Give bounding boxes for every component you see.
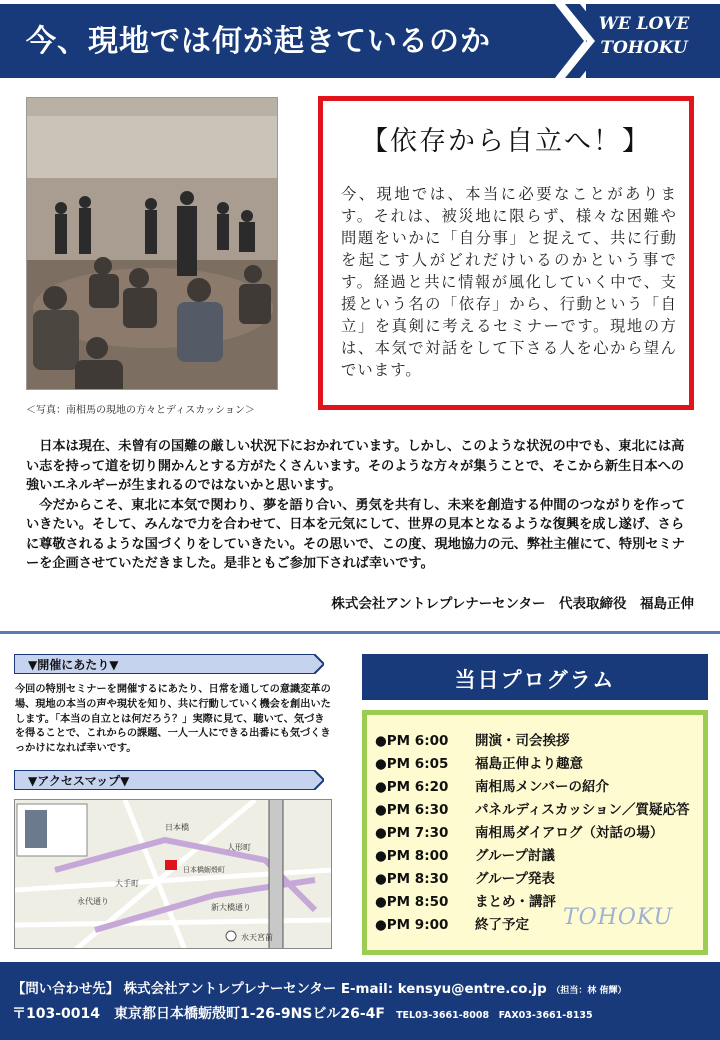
access-label: ▼アクセスマップ▼ [28,774,130,788]
contact-company: 株式会社アントレプレナーセンター [123,982,337,997]
program-label: まとめ・講評 [475,894,556,910]
program-label: 終了予定 [475,917,529,933]
program-label: 南相馬メンバーの紹介 [475,779,610,795]
photo-caption: ＜写真：南相馬の現地の方々とディスカッション＞ [26,405,255,416]
map-label-kakigaracho: 日本橋蛎殻町 [183,866,225,874]
we-love-tohoku-logo [596,12,692,60]
message-title: 【依存から自立へ！】 [361,126,651,157]
intro-paragraph-2: 今だからこそ、東北に本気で関わり、夢を語り合い、勇気を共有し、未来を創造する仲間のつながりを作っていきたい。そして、みんなで力を合わせて、日本を元気にして、世界の見本となるような復興を成し遂げ、さらに尊敬されるような国づくりをしていきたい。その思いで、この度、現地協力の元、弊社主催にて、特別セミナーを企画させていただきました。是非ともご参加下されば幸いです。 [26,497,686,571]
badge-line-2: TOHOKU [600,38,688,58]
header-banner [0,0,720,82]
program-time: ●PM 9:00 [375,917,449,933]
program-time: ●PM 6:20 [375,779,449,795]
opening-text: 今回の特別セミナーを開催するにあたり、日常を通しての意識変革の場、現地の本当の声や現状を知り、共に行動していく機会を創出いたします。「本当の自立とは何だろう？」実際に見て、聴いて、気づきを得ることで、これからの課題、一人一人にできる出番にも気づくきっかけになれば幸いです。 [15,684,331,755]
program-item [375,798,690,821]
contact-footer [0,962,720,1040]
program-time: ●PM 8:00 [375,848,449,864]
contact-label: 【問い合わせ先】 [12,982,120,997]
program-label: グループ発表 [475,871,555,887]
program-label: パネルディスカッション／質疑応答 [475,802,690,818]
section-divider [0,631,720,634]
program-label: 福島正伸より趣意 [475,756,583,772]
program-item [375,821,690,844]
opening-label: ▼開催にあたり▼ [28,658,119,672]
program-item [375,752,690,775]
program-box [362,710,708,955]
map-label-nihonbashi: 日本橋 [165,823,189,832]
program-label: 開演・司会挨拶 [475,733,570,749]
contact-person: （担当：林 侑輝） [551,986,627,996]
program-time: ●PM 7:30 [375,825,449,841]
tohoku-watermark: TOHOKU [563,905,674,930]
program-time: ●PM 6:05 [375,756,449,772]
program-title: 当日プログラム [454,668,616,692]
message-body: 今、現地では、本当に必要なことがあります。それは、被災地に限らず、様々な困難や問題をいかに「自分事」と捉えて、共に行動を起こす人がどれだけいるのかという事です。経過と共に情報が風化していく中で、支援という名の「依存」から、行動という「自立」を真剣に考えるセミナーです。現地の方は、本気で対話をして下さる人を心から望んでいます。 [341,185,677,379]
badge-line-1: WE LOVE [598,14,690,34]
program-item [375,867,690,890]
map-label-ningyocho: 人形町 [227,843,251,852]
address-line [12,1003,593,1023]
program-title-bar [362,654,708,700]
contact-email[interactable]: E-mail: kensyu@entre.co.jp [340,982,547,997]
program-item [375,775,690,798]
map-label-eitai: 永代通り [77,897,109,906]
intro-text [26,437,696,574]
postal-address: 〒103-0014 東京都日本橋蛎殻町1-26-9NSビル26-4F [12,1006,385,1022]
program-item [375,844,690,867]
map-label-otemachi: 大手町 [115,879,139,888]
access-map [14,799,332,949]
program-label: 南相馬ダイアログ（対話の場） [475,825,664,841]
program-label: グループ討議 [475,848,555,864]
program-item [375,729,690,752]
program-time: ●PM 8:50 [375,894,449,910]
signature: 株式会社アントレプレナーセンター 代表取締役 福島正伸 [331,596,694,612]
message-box [318,96,694,410]
page-title: 今、現地では何が起きているのか [26,24,491,59]
tel-fax: TEL03-3661-8008 FAX03-3661-8135 [396,1010,593,1021]
map-label-shin-ohashi: 新大橋通り [211,903,251,912]
discussion-photo [26,97,278,390]
program-time: ●PM 8:30 [375,871,449,887]
opening-ribbon [14,654,324,674]
contact-line [12,978,627,997]
intro-paragraph-1: 日本は現在、未曾有の国難の厳しい状況下におかれています。しかし、このような状況の中でも、東北には高い志を持って道を切り開かんとする方がたくさんいます。そのような方々が集うことで、そこから新生日本への強いエネルギーが生まれるのではないかと思います。 [26,439,685,493]
map-label-suitengumae: 水天宮前 [241,933,273,942]
program-time: ●PM 6:00 [375,733,449,749]
program-time: ●PM 6:30 [375,802,449,818]
access-ribbon [14,770,324,790]
